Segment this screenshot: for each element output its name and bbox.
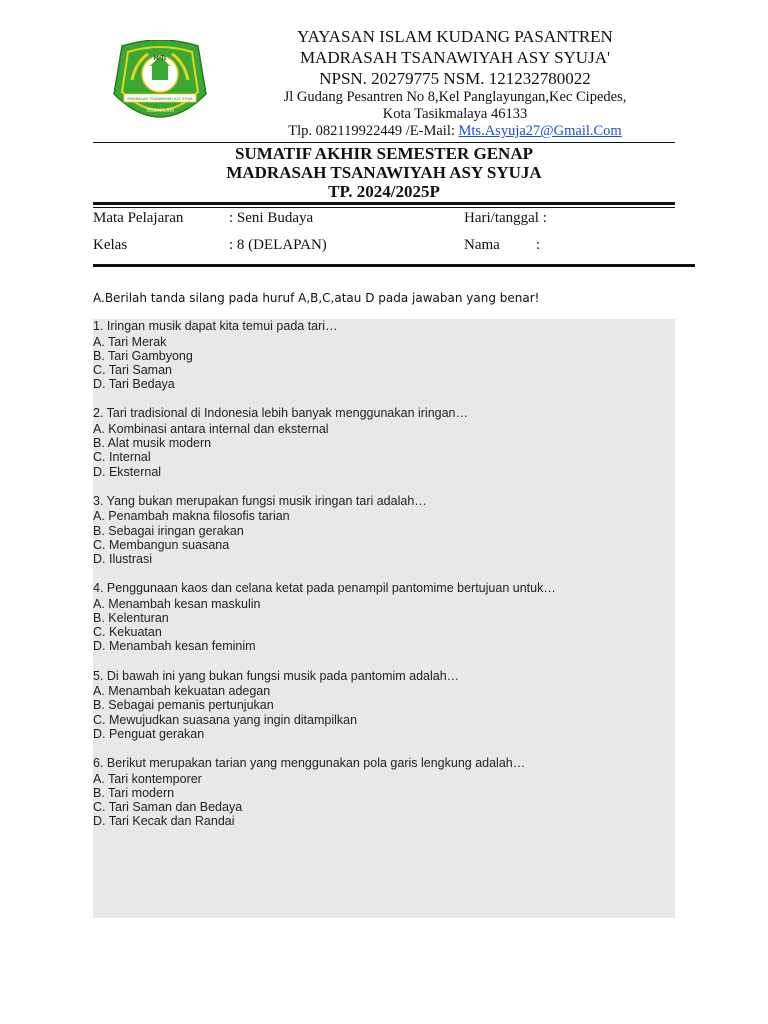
option-b: B. Sebagai pemanis pertunjukan bbox=[93, 698, 274, 713]
option-a: A. Menambah kesan maskulin bbox=[93, 596, 261, 611]
school-logo bbox=[112, 40, 208, 128]
email-link[interactable]: Mts.Asyuja27@Gmail.Com bbox=[458, 123, 622, 139]
name-colon: : bbox=[536, 237, 541, 253]
option-b: B. Kelenturan bbox=[93, 611, 169, 626]
option-b: B. Sebagai iringan gerakan bbox=[93, 523, 244, 538]
question-text: 4. Penggunaan kaos dan celana ketat pada penampil pantomime bertujuan untuk… bbox=[93, 581, 556, 596]
option-d: D. Penguat gerakan bbox=[93, 726, 205, 741]
address-line-2: Kota Tasikmalaya 46133 bbox=[382, 106, 528, 122]
option-c: C. Membangun suasana bbox=[93, 537, 230, 552]
info-divider bbox=[93, 264, 695, 267]
question-text: 6. Berikut merupakan tarian yang menggunakan pola garis lengkung adalah… bbox=[93, 756, 526, 771]
exam-title-line-1: SUMATIF AKHIR SEMESTER GENAP bbox=[234, 144, 533, 163]
question-text: 2. Tari tradisional di Indonesia lebih banyak menggunakan iringan… bbox=[93, 406, 469, 421]
title-divider-bottom bbox=[93, 207, 675, 208]
option-c: C. Mewujudkan suasana yang ingin ditampilkan bbox=[93, 712, 358, 727]
logo-top-text: M.Ts bbox=[153, 55, 167, 62]
option-a: A. Menambah kekuatan adegan bbox=[93, 684, 271, 699]
instruction-text: A.Berilah tanda silang pada huruf A,B,C,atau D pada jawaban yang benar! bbox=[93, 291, 540, 305]
contact-line bbox=[240, 123, 670, 140]
option-b: B. Tari Gambyong bbox=[93, 348, 193, 363]
question-1 bbox=[93, 319, 675, 391]
option-a: A. Tari Merak bbox=[93, 334, 167, 349]
exam-title bbox=[93, 144, 675, 201]
school-name: MADRASAH TSANAWIYAH ASY SYUJA' bbox=[299, 48, 611, 67]
question-6 bbox=[93, 756, 675, 828]
title-divider-top bbox=[93, 202, 675, 205]
option-a: A. Tari kontemporer bbox=[93, 771, 202, 786]
phone-text: Tlp. 082119922449 /E-Mail: bbox=[288, 123, 459, 139]
option-c: C. Tari Saman bbox=[93, 363, 172, 377]
option-d: D. Menambah kesan feminim bbox=[93, 639, 256, 654]
logo-bottom-text: TASIKMALAYA bbox=[145, 108, 175, 113]
option-d: D. Ilustrasi bbox=[93, 552, 153, 567]
school-ids: NPSN. 20279775 NSM. 121232780022 bbox=[319, 69, 591, 88]
question-3 bbox=[93, 494, 675, 566]
question-4 bbox=[93, 581, 675, 653]
question-list bbox=[93, 319, 675, 843]
question-text: 3. Yang bukan merupakan fungsi musik iringan tari adalah… bbox=[93, 493, 427, 508]
option-c: C. Internal bbox=[93, 450, 151, 465]
option-d: D. Eksternal bbox=[93, 464, 162, 479]
option-b: B. Alat musik modern bbox=[93, 436, 212, 451]
question-text: 5. Di bawah ini yang bukan fungsi musik pada pantomim adalah… bbox=[93, 668, 460, 683]
class-label: Kelas bbox=[93, 237, 128, 253]
date-label: Hari/tanggal : bbox=[464, 210, 547, 226]
question-text: 1. Iringan musik dapat kita temui pada tari… bbox=[93, 319, 338, 333]
subject-value: : Seni Budaya bbox=[229, 210, 314, 226]
foundation-name: YAYASAN ISLAM KUDANG PASANTREN bbox=[297, 27, 613, 46]
option-d: D. Tari Kecak dan Randai bbox=[93, 814, 235, 829]
address-line-1: Jl Gudang Pesantren No 8,Kel Panglayungan,Kec Cipedes, bbox=[283, 89, 627, 105]
option-a: A. Kombinasi antara internal dan eksternal bbox=[93, 422, 329, 436]
exam-title-line-2: MADRASAH TSANAWIYAH ASY SYUJA bbox=[226, 163, 542, 182]
option-d: D. Tari Bedaya bbox=[93, 377, 175, 392]
class-value: : 8 (DELAPAN) bbox=[229, 237, 327, 253]
option-a: A. Penambah makna filosofis tarian bbox=[93, 509, 290, 524]
exam-title-line-3: TP. 2024/2025P bbox=[328, 182, 440, 201]
option-b: B. Tari modern bbox=[93, 785, 175, 800]
option-c: C. Tari Saman dan Bedaya bbox=[93, 800, 243, 815]
option-c: C. Kekuatan bbox=[93, 625, 162, 640]
question-5 bbox=[93, 669, 675, 741]
header-divider bbox=[93, 142, 675, 143]
logo-band-text: MADRASAH TSANAWIYAH ASY SYUJA bbox=[127, 97, 193, 101]
subject-label: Mata Pelajaran bbox=[93, 210, 184, 226]
name-label: Nama bbox=[464, 237, 500, 253]
school-header bbox=[240, 26, 670, 140]
question-2 bbox=[93, 406, 675, 478]
